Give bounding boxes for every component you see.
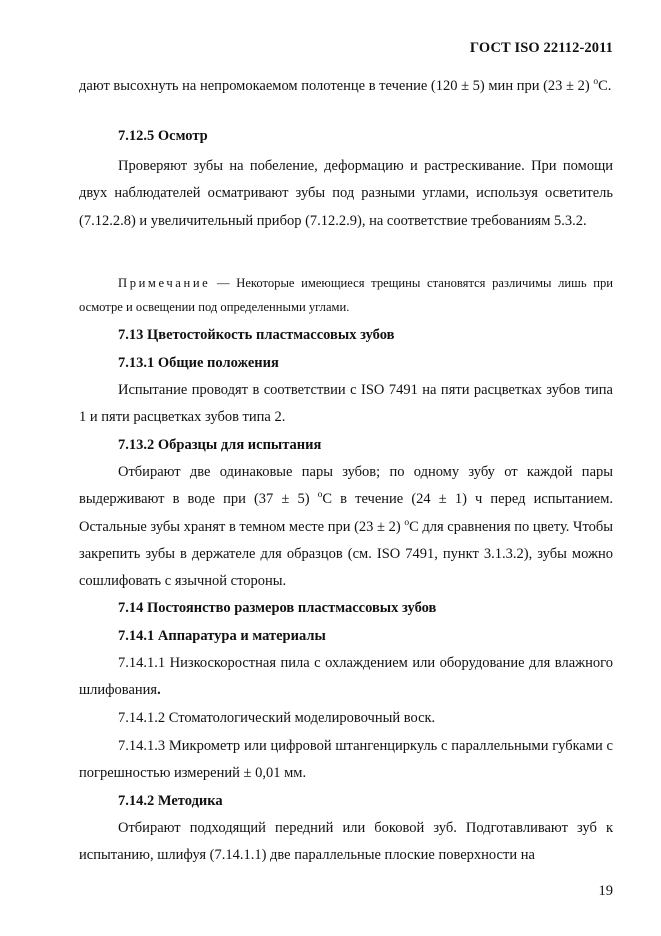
paragraph-samples: Отбирают две одинаковые пары зубов; по одному зубу от каждой пары выдерживают в воде при (37 ± 5) $^о$С в течение (24 ± 1) ч перед испытанием. Остальные зубы хранят в темном месте при (23 ± 2) $^о$С для сравнения по цвету. Чтобы закрепить зубы в держателе для образцов (см. ISO 7491, пункт 3.1.3.2), зубы можно сошлифовать с язычной стороны. <box>79 464 613 590</box>
page-number: 19 <box>598 883 613 899</box>
heading-7-14: 7.14 Постоянство размеров пластмассовых зубов <box>118 600 437 616</box>
paragraph-7-14-1-1: 7.14.1.1 Низкоскоростная пила с охлаждением или оборудование для влажного шлифования. <box>79 655 613 699</box>
paragraph-general: Испытание проводят в соответствии с ISO 7491 на пяти расцветках зубов типа 1 и пяти расцветках зубов типа 2. <box>79 382 613 426</box>
note-label: Примечание <box>118 276 211 290</box>
heading-7-12-5: 7.12.5 Осмотр <box>118 128 208 144</box>
heading-7-14-2: 7.14.2 Методика <box>118 793 223 809</box>
paragraph-method: Отбирают подходящий передний или боковой зуб. Подготавливают зуб к испытанию, шлифуя (7.14.1.1) две параллельные плоские поверхности на <box>79 820 613 864</box>
heading-7-13-1: 7.13.1 Общие положения <box>118 355 279 371</box>
heading-7-13: 7.13 Цветостойкость пластмассовых зубов <box>118 327 395 343</box>
note-text: — Некоторые имеющиеся трещины становятся различимы лишь при осмотре и освещении под определенными углами. <box>79 276 613 314</box>
heading-7-13-2: 7.13.2 Образцы для испытания <box>118 437 322 453</box>
heading-7-14-1: 7.14.1 Аппаратура и материалы <box>118 628 326 644</box>
paragraph-inspection: Проверяют зубы на побеление, деформацию и растрескивание. При помощи двух наблюдателей осматривают зубы под разными углами, используя осветитель (7.12.2.8) и увеличительный прибор (7.12.2.9), на соответствие требованиям 5.3.2. <box>79 158 613 229</box>
note-block <box>79 271 613 319</box>
paragraph-7-14-1-3: 7.14.1.3 Микрометр или цифровой штангенциркуль с параллельными губками с погрешностью измерений ± 0,01 мм. <box>79 738 613 782</box>
document-header: ГОСТ ISO 22112-2011 <box>469 40 613 56</box>
paragraph-drying: дают высохнуть на непромокаемом полотенце в течение (120 ± 5) мин при (23 ± 2) $^о$С. <box>79 77 612 94</box>
paragraph-7-14-1-2: 7.14.1.2 Стоматологический моделировочный воск. <box>118 710 436 726</box>
